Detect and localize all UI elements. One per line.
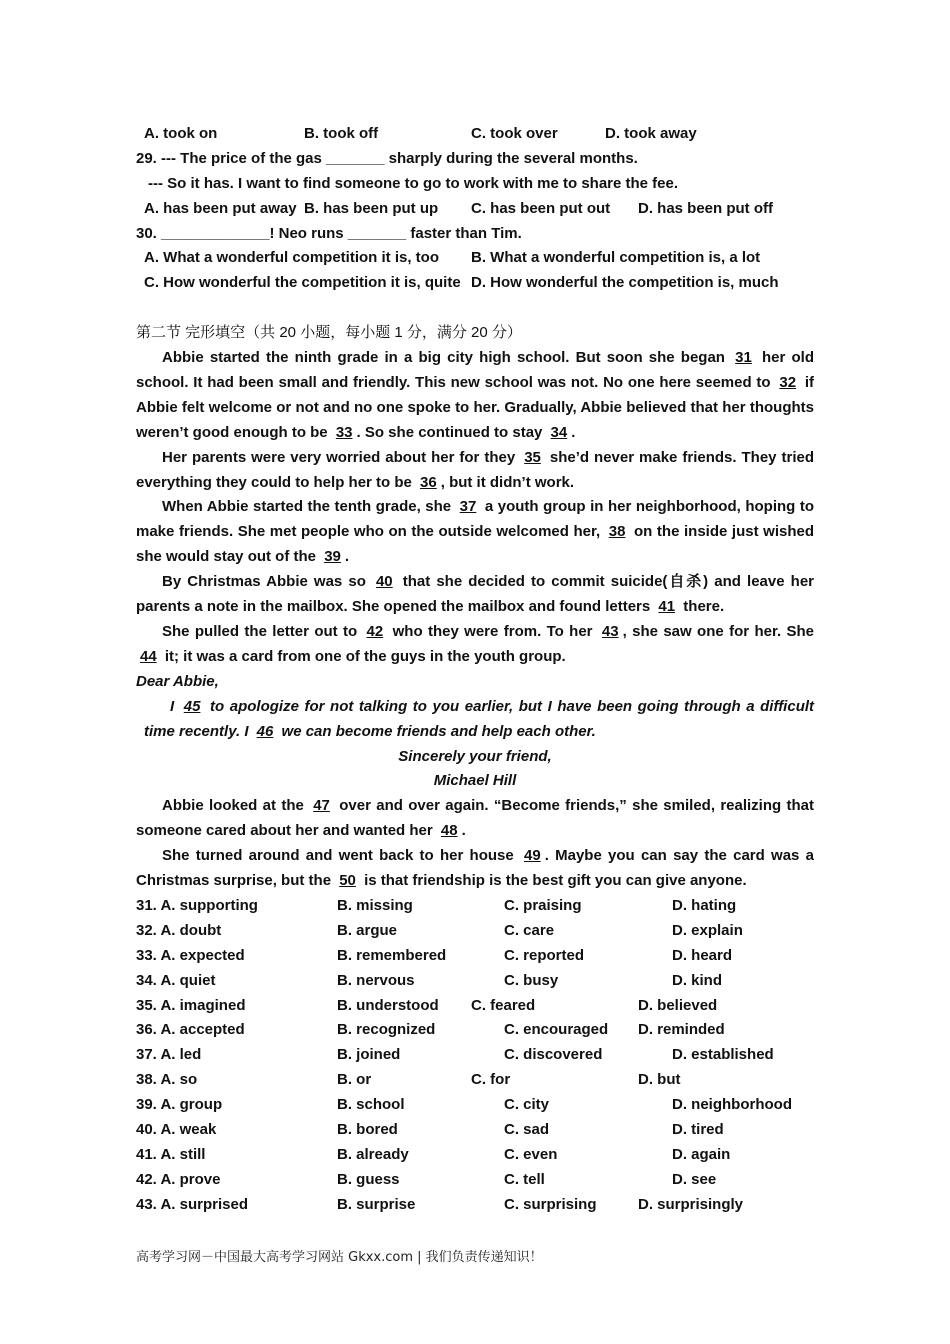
- blank-49: 49: [524, 847, 541, 865]
- choice-b: B. nervous: [337, 971, 415, 989]
- blank-43: 43: [601, 623, 619, 640]
- q28-options: [136, 122, 814, 147]
- choice-row-43: [136, 1193, 814, 1218]
- choice-a: 42. A. prove: [136, 1170, 221, 1188]
- choice-row-38: [136, 1068, 814, 1093]
- choice-row-31: [136, 894, 814, 919]
- choice-d: D. surprisingly: [638, 1195, 744, 1213]
- choice-a: 43. A. surprised: [136, 1195, 248, 1213]
- choice-b: B. or: [337, 1071, 372, 1089]
- choice-d: D. tired: [672, 1120, 724, 1138]
- page-footer: 高考学习网－中国最大高考学习网站 Gkxx.com | 我们负责传递知识！: [136, 1250, 543, 1265]
- choice-a: 40. A. weak: [136, 1120, 217, 1138]
- blank-40: 40: [375, 573, 393, 591]
- option-b: B. has been put up: [304, 199, 439, 217]
- blank-44: 44: [140, 647, 157, 665]
- choice-a: 38. A. so: [136, 1071, 198, 1089]
- choice-b: B. missing: [337, 896, 413, 914]
- choice-row-35: [136, 994, 814, 1019]
- blank-31: 31: [735, 349, 752, 367]
- blank-47: 47: [313, 797, 330, 815]
- choice-c: C. sad: [504, 1120, 550, 1138]
- choice-d: D. believed: [638, 996, 718, 1014]
- choice-c: C. reported: [504, 946, 585, 964]
- passage-paragraph-4: By Christmas Abbie was so 40 that she decided to commit suicide(自杀) and leave her parents a note in the mailbox. She opened the mailbox and found letters 41 there.: [136, 573, 814, 616]
- choice-a: 35. A. imagined: [136, 996, 246, 1014]
- choice-c: C. praising: [504, 896, 582, 914]
- blank-46: 46: [256, 722, 274, 740]
- choice-d: D. again: [672, 1145, 731, 1163]
- q29-reply: --- So it has. I want to find someone to go to work with me to share the fee.: [148, 174, 679, 192]
- letter-closing: Sincerely your friend,: [398, 747, 552, 765]
- choice-b: B. joined: [337, 1046, 401, 1064]
- choice-a: 36. A. accepted: [136, 1021, 245, 1039]
- choice-b: B. guess: [337, 1170, 400, 1188]
- blank-32: 32: [779, 373, 797, 391]
- choice-b: B. school: [337, 1096, 405, 1114]
- choice-row-32: [136, 919, 814, 944]
- blank-41: 41: [658, 598, 676, 616]
- choice-c: C. encouraged: [504, 1021, 609, 1039]
- choice-b: B. argue: [337, 921, 398, 939]
- blank-38: 38: [608, 523, 626, 541]
- choice-a: 32. A. doubt: [136, 921, 222, 939]
- choice-c: C. city: [504, 1096, 550, 1114]
- blank-36: 36: [420, 473, 437, 491]
- blank-42: 42: [366, 623, 384, 640]
- choice-row-42: [136, 1168, 814, 1193]
- choice-d: D. hating: [672, 896, 737, 914]
- choice-row-36: [136, 1018, 814, 1043]
- blank-34: 34: [550, 423, 568, 441]
- letter-signature: Michael Hill: [433, 772, 517, 790]
- choice-d: D. neighborhood: [672, 1096, 792, 1114]
- passage-paragraph-2: Her parents were very worried about her for they 35 she’d never make friends. They tried everything they could to help her to be 36 , but it didn’t work.: [136, 448, 814, 491]
- choice-c: C. busy: [504, 971, 559, 989]
- choice-c: C. discovered: [504, 1046, 603, 1064]
- option-d: D. How wonderful the competition is, much: [471, 274, 779, 292]
- choice-b: B. bored: [337, 1120, 398, 1138]
- option-a: A. took on: [144, 125, 218, 142]
- letter-greeting: Dear Abbie,: [136, 672, 219, 690]
- choice-d: D. kind: [672, 971, 723, 989]
- choice-c: C. even: [504, 1145, 558, 1163]
- choice-row-34: [136, 969, 814, 994]
- choices-list: [136, 894, 814, 1218]
- blank-35: 35: [524, 448, 541, 466]
- option-b: B. took off: [304, 125, 379, 142]
- blank-33: 33: [335, 423, 353, 441]
- choice-row-39: [136, 1093, 814, 1118]
- section-title: 第二节 完形填空（共 20 小题，每小题 1 分，满分 20 分）: [136, 324, 522, 342]
- choice-a: 31. A. supporting: [136, 896, 258, 914]
- choice-d: D. but: [638, 1071, 681, 1089]
- option-c: C. How wonderful the competition it is, quite: [144, 274, 461, 292]
- choice-d: D. see: [672, 1170, 717, 1188]
- blank-48: 48: [440, 822, 458, 840]
- option-d: D. took away: [605, 125, 697, 142]
- blank-37: 37: [459, 498, 477, 516]
- letter-body: I 45 to apologize for not talking to you earlier, but I have been going through a difficult time recently. I 46 we can become friends and help each other.: [144, 697, 815, 740]
- blank-50: 50: [339, 872, 356, 890]
- choice-c: C. feared: [471, 996, 536, 1014]
- blank-39: 39: [324, 548, 341, 566]
- passage-paragraph-3: When Abbie started the tenth grade, she 37 a youth group in her neighborhood, hoping to make friends. She met people who on the outside welcomed her, 38 on the inside just wished she would stay out of the 39 .: [136, 498, 814, 566]
- choice-a: 37. A. led: [136, 1046, 202, 1064]
- choice-b: B. recognized: [337, 1021, 436, 1039]
- option-d: D. has been put off: [638, 199, 773, 217]
- option-c: C. took over: [471, 125, 558, 142]
- choice-b: B. remembered: [337, 946, 447, 964]
- option-a: A. has been put away: [144, 199, 297, 217]
- choice-a: 41. A. still: [136, 1145, 206, 1163]
- passage-paragraph-1: Abbie started the ninth grade in a big city high school. But soon she began 31 her old school. It had been small and friendly. This new school was not. No one here seemed to 32 if Abbie felt welcome or not and no one spoke to her. Gradually, Abbie believed that her thoughts weren’t good enough to be 33 . So she continued to stay 34 .: [136, 349, 815, 441]
- q30-stem: 30. _____________! Neo runs _______ faster than Tim.: [136, 224, 522, 242]
- q29-options: [136, 197, 814, 222]
- choice-a: 34. A. quiet: [136, 971, 216, 989]
- q29-stem: 29. --- The price of the gas _______ sharply during the several months.: [136, 149, 638, 167]
- option-b: B. What a wonderful competition is, a lot: [471, 249, 761, 267]
- choice-d: D. established: [672, 1046, 774, 1064]
- q30-options-cd: [136, 271, 814, 296]
- q30-options-ab: [136, 246, 814, 271]
- passage-paragraph-6: Abbie looked at the 47 over and over again. “Become friends,” she smiled, realizing that someone cared about her and wanted her 48 .: [136, 797, 814, 840]
- choice-c: C. care: [504, 921, 555, 939]
- choice-a: 33. A. expected: [136, 946, 245, 964]
- option-c: C. has been put out: [471, 199, 611, 217]
- choice-b: B. surprise: [337, 1195, 416, 1213]
- exam-page: [136, 122, 814, 1218]
- option-a: A. What a wonderful competition it is, too: [144, 249, 439, 267]
- passage-paragraph-7: She turned around and went back to her house 49 . Maybe you can say the card was a Christmas surprise, but the 50 is that friendship is the best gift you can give anyone.: [136, 847, 814, 890]
- choice-row-37: [136, 1043, 814, 1068]
- choice-b: B. understood: [337, 996, 439, 1014]
- choice-d: D. reminded: [638, 1021, 725, 1039]
- choice-row-33: [136, 944, 814, 969]
- passage-paragraph-5: She pulled the letter out to 42 who they were from. To her 43 , she saw one for her. She 44 it; it was a card from one of the guys in the youth group.: [136, 620, 814, 670]
- blank-45: 45: [183, 697, 201, 715]
- choice-d: D. heard: [672, 946, 733, 964]
- choice-c: C. surprising: [504, 1195, 597, 1213]
- choice-b: B. already: [337, 1145, 409, 1163]
- choice-d: D. explain: [672, 921, 743, 939]
- choice-c: C. for: [471, 1071, 511, 1089]
- choice-row-41: [136, 1143, 814, 1168]
- choice-a: 39. A. group: [136, 1096, 223, 1114]
- choice-c: C. tell: [504, 1170, 545, 1188]
- choice-row-40: [136, 1118, 814, 1143]
